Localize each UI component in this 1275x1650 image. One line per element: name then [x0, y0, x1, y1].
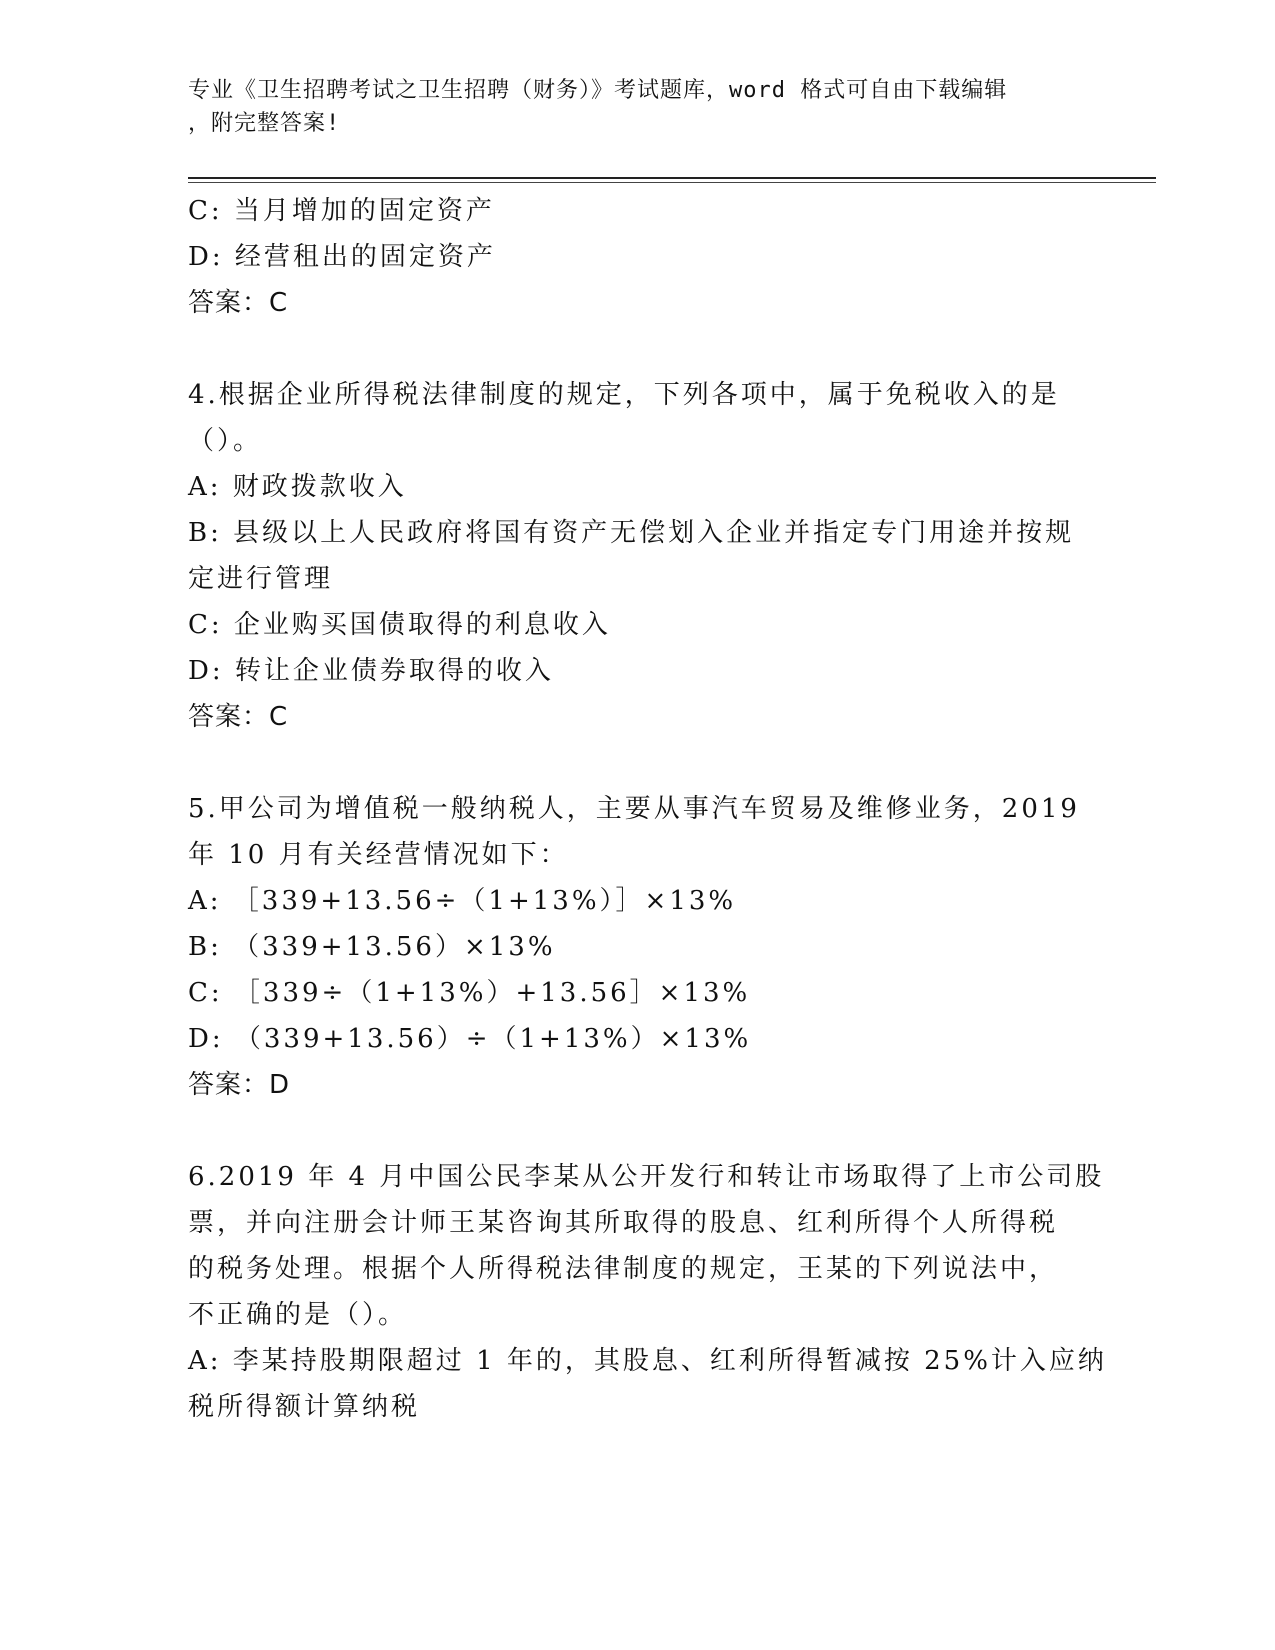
question-line: C: 企业购买国债取得的利息收入: [188, 610, 611, 640]
question-line: 不正确的是（）。: [188, 1300, 408, 1330]
question-line: A: 李某持股期限超过 1 年的，其股息、红利所得暂减按 25%计入应纳: [188, 1346, 1107, 1376]
question-line: A: 财政拨款收入: [188, 472, 407, 502]
document-header: [188, 74, 1068, 140]
question-line: D: 转让企业债券取得的收入: [188, 656, 554, 686]
question-line: C: ［339÷（1+13%）+13.56］×13%: [188, 978, 751, 1008]
question-line: （）。: [188, 426, 263, 456]
question-line: 税所得额计算纳税: [188, 1392, 421, 1422]
question-line: 定进行管理: [188, 564, 334, 594]
answer-line: 答案：C: [188, 288, 289, 318]
header-line-2: ，附完整答案!: [188, 111, 341, 136]
question-block: [188, 372, 1088, 740]
question-line: 5.甲公司为增值税一般纳税人，主要从事汽车贸易及维修业务，2019: [188, 794, 1080, 824]
question-line: D: 经营租出的固定资产: [188, 242, 496, 272]
question-block: [188, 188, 1088, 326]
header-rule-thick: [188, 177, 1156, 179]
question-body: [188, 188, 1107, 1430]
question-line: 4.根据企业所得税法律制度的规定，下列各项中，属于免税收入的是: [188, 380, 1060, 410]
question-line: 年 10 月有关经营情况如下：: [188, 840, 569, 870]
question-line: D: （339+13.56）÷（1+13%）×13%: [188, 1024, 752, 1054]
question-block: [188, 786, 1088, 1108]
question-line: 6.2019 年 4 月中国公民李某从公开发行和转让市场取得了上市公司股: [188, 1162, 1105, 1192]
header-line-1: 专业《卫生招聘考试之卫生招聘（财务）》考试题库，word 格式可自由下载编辑: [188, 78, 1008, 103]
question-line: 的税务处理。根据个人所得税法律制度的规定，王某的下列说法中，: [188, 1254, 1059, 1284]
answer-line: 答案：D: [188, 1070, 291, 1100]
question-line: B: 县级以上人民政府将国有资产无偿划入企业并指定专门用途并按规: [188, 518, 1075, 548]
header-rule-thin: [188, 182, 1156, 183]
question-line: 票，并向注册会计师王某咨询其所取得的股息、红利所得个人所得税: [188, 1208, 1059, 1238]
question-block: [188, 1154, 1107, 1430]
question-line: B: （339+13.56）×13%: [188, 932, 556, 962]
question-line: C: 当月增加的固定资产: [188, 196, 495, 226]
answer-line: 答案：C: [188, 702, 289, 732]
question-line: A: ［339+13.56÷（1+13%）］×13%: [188, 886, 737, 916]
